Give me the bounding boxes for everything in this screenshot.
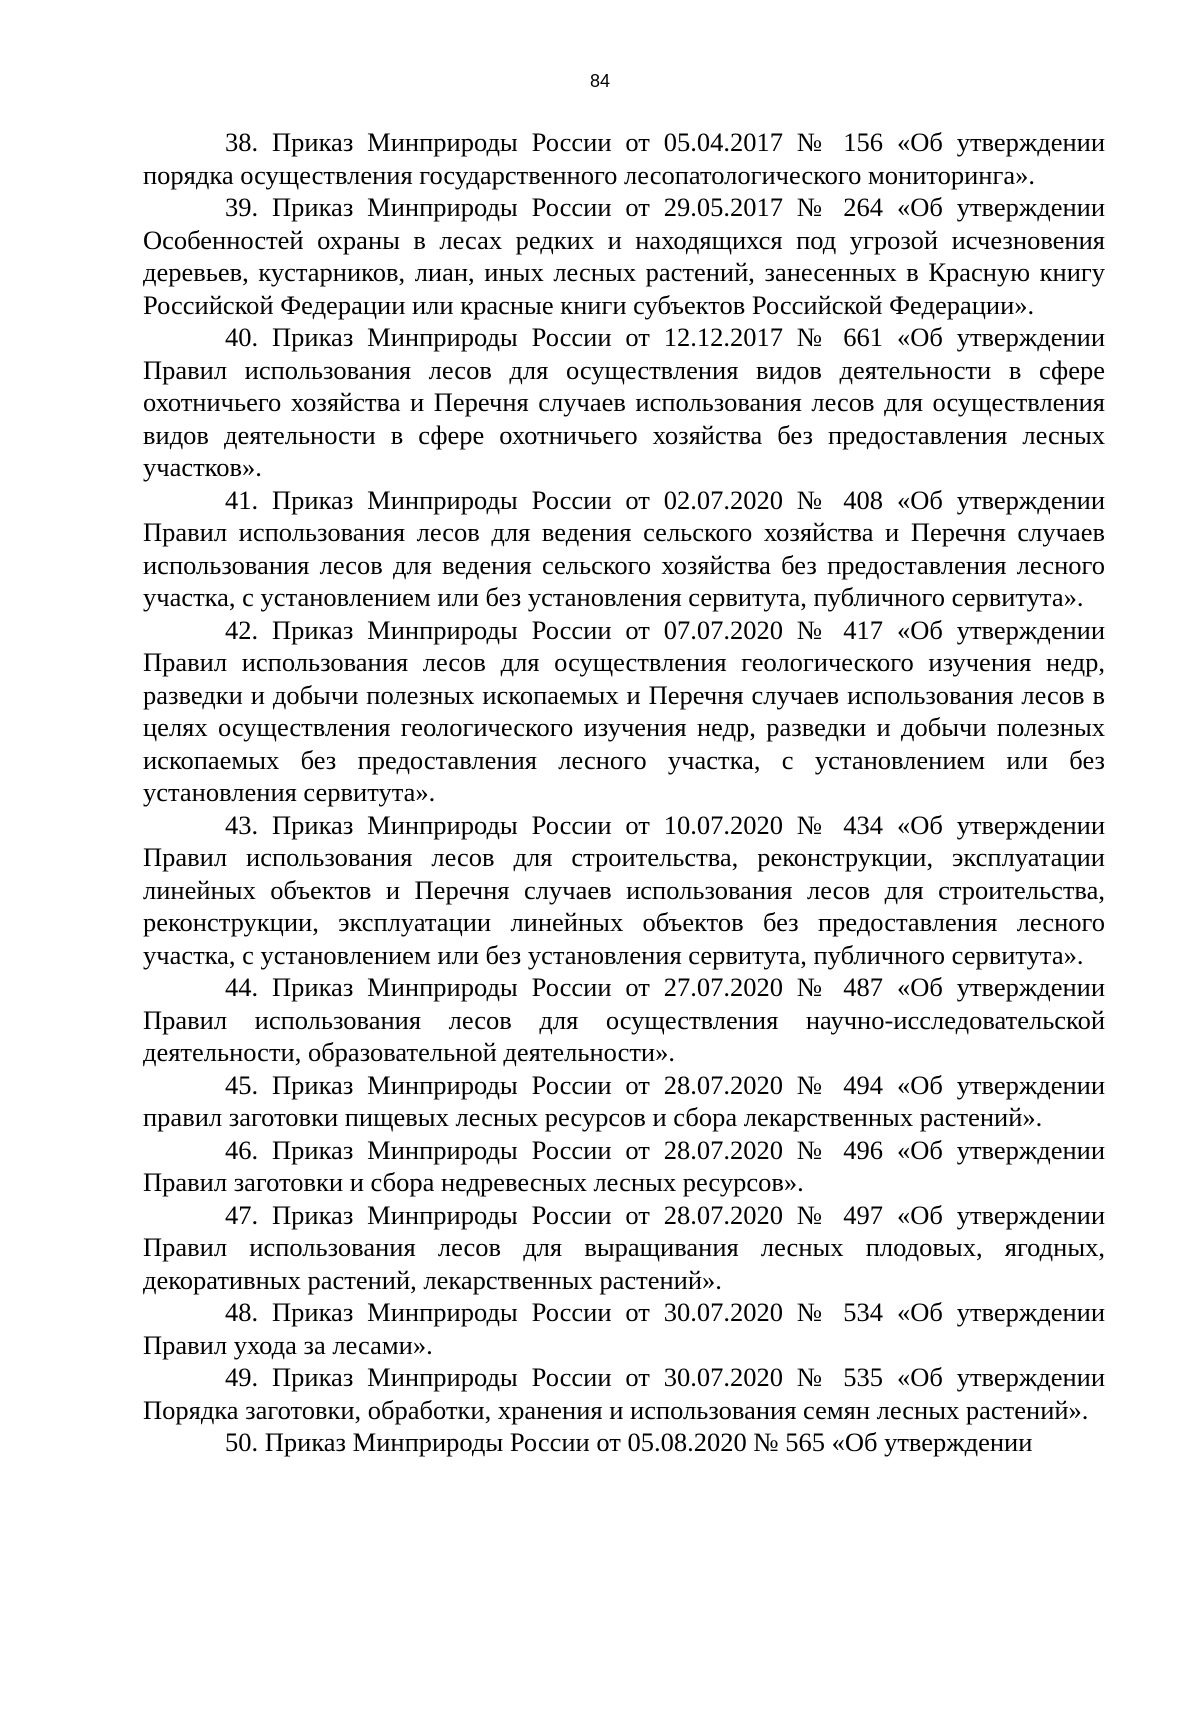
item-number: 45. [225, 1069, 259, 1100]
list-item [143, 484, 1105, 614]
item-text: Приказ Минприроды России от 28.07.2020 № 496 «Об утверждении Правил заготовки и сбора недревесных лесных ресурсов». [143, 1134, 1105, 1197]
list-item [143, 126, 1105, 191]
item-number: 44. [225, 972, 259, 1002]
item-number: 40. [225, 322, 259, 352]
item-number: 39. [225, 192, 259, 222]
item-text: Приказ Минприроды России от 27.07.2020 № 487 «Об утверждении Правил использования лесов для осуществления научно-исследовательской деятельности, образовательной деятельности». [143, 972, 1105, 1067]
list-item [143, 1296, 1105, 1361]
list-item [143, 1199, 1105, 1297]
item-text: Приказ Минприроды России от 28.07.2020 № 497 «Об утверждении Правил использования лесов для выращивания лесных плодовых, ягодных, декоративных растений, лекарственных растений». [143, 1199, 1105, 1295]
list-item [143, 809, 1105, 972]
item-number: 46. [225, 1134, 259, 1165]
item-text: Приказ Минприроды России от 07.07.2020 № 417 «Об утверждении Правил использования лесов для осуществления геологического изучения недр, разведки и добычи полезных ископаемых и Перечня случаев использования лесов в целях осуществления геологического изучения недр, разведки и добычи полезных ископаемых без предоставления лесного участка, с установлением или без установления сервитута». [143, 614, 1105, 807]
item-number: 50. [225, 1427, 259, 1457]
list-item [143, 1426, 1105, 1459]
item-text: Приказ Минприроды России от 30.07.2020 № 534 «Об утверждении Правил ухода за лесами». [143, 1297, 1105, 1360]
list-item [143, 971, 1105, 1069]
item-text: Приказ Минприроды России от 05.04.2017 № 156 «Об утверждении порядка осуществления государственного лесопатологического мониторинга». [143, 127, 1105, 190]
list-item [143, 321, 1105, 484]
item-number: 43. [225, 809, 259, 840]
list-item [143, 1069, 1105, 1134]
list-item [143, 614, 1105, 809]
item-number: 47. [225, 1199, 259, 1230]
item-number: 42. [225, 614, 259, 645]
item-number: 48. [225, 1297, 259, 1327]
list-item [143, 191, 1105, 321]
page-number: 84 [589, 71, 611, 91]
item-text: Приказ Минприроды России от 02.07.2020 № 408 «Об утверждении Правил использования лесов для ведения сельского хозяйства и Перечня случаев использования лесов для ведения сельского хозяйства без предоставления лесного участка, с установлением или без установления сервитута, публичного сервитута». [143, 484, 1105, 612]
item-text: Приказ Минприроды России от 12.12.2017 № 661 «Об утверждении Правил использования лесов для осуществления видов деятельности в сфере охотничьего хозяйства и Перечня случаев использования лесов для осуществления видов деятельности в сфере охотничьего хозяйства без предоставления лесных участков». [143, 322, 1105, 482]
item-text: Приказ Минприроды России от 28.07.2020 № 494 «Об утверждении правил заготовки пищевых лесных ресурсов и сбора лекарственных растений». [143, 1069, 1105, 1132]
item-text: Приказ Минприроды России от 05.08.2020 № 565 «Об утверждении [264, 1427, 1033, 1457]
list-item [143, 1361, 1105, 1426]
item-number: 41. [225, 484, 259, 515]
item-text: Приказ Минприроды России от 10.07.2020 № 434 «Об утверждении Правил использования лесов для строительства, реконструкции, эксплуатации линейных объектов и Перечня случаев использования лесов для строительства, реконструкции, эксплуатации линейных объектов без предоставления лесного участка, с установлением или без установления сервитута, публичного сервитута». [143, 809, 1105, 970]
item-text: Приказ Минприроды России от 30.07.2020 № 535 «Об утверждении Порядка заготовки, обработки, хранения и использования семян лесных растений». [143, 1362, 1105, 1425]
item-number: 38. [225, 127, 259, 157]
document-body [143, 126, 1105, 1459]
item-number: 49. [225, 1362, 259, 1392]
item-text: Приказ Минприроды России от 29.05.2017 № 264 «Об утверждении Особенностей охраны в лесах редких и находящихся под угрозой исчезновения деревьев, кустарников, лиан, иных лесных растений, занесенных в Красную книгу Российской Федерации или красные книги субъектов Российской Федерации». [143, 192, 1105, 320]
list-item [143, 1134, 1105, 1199]
